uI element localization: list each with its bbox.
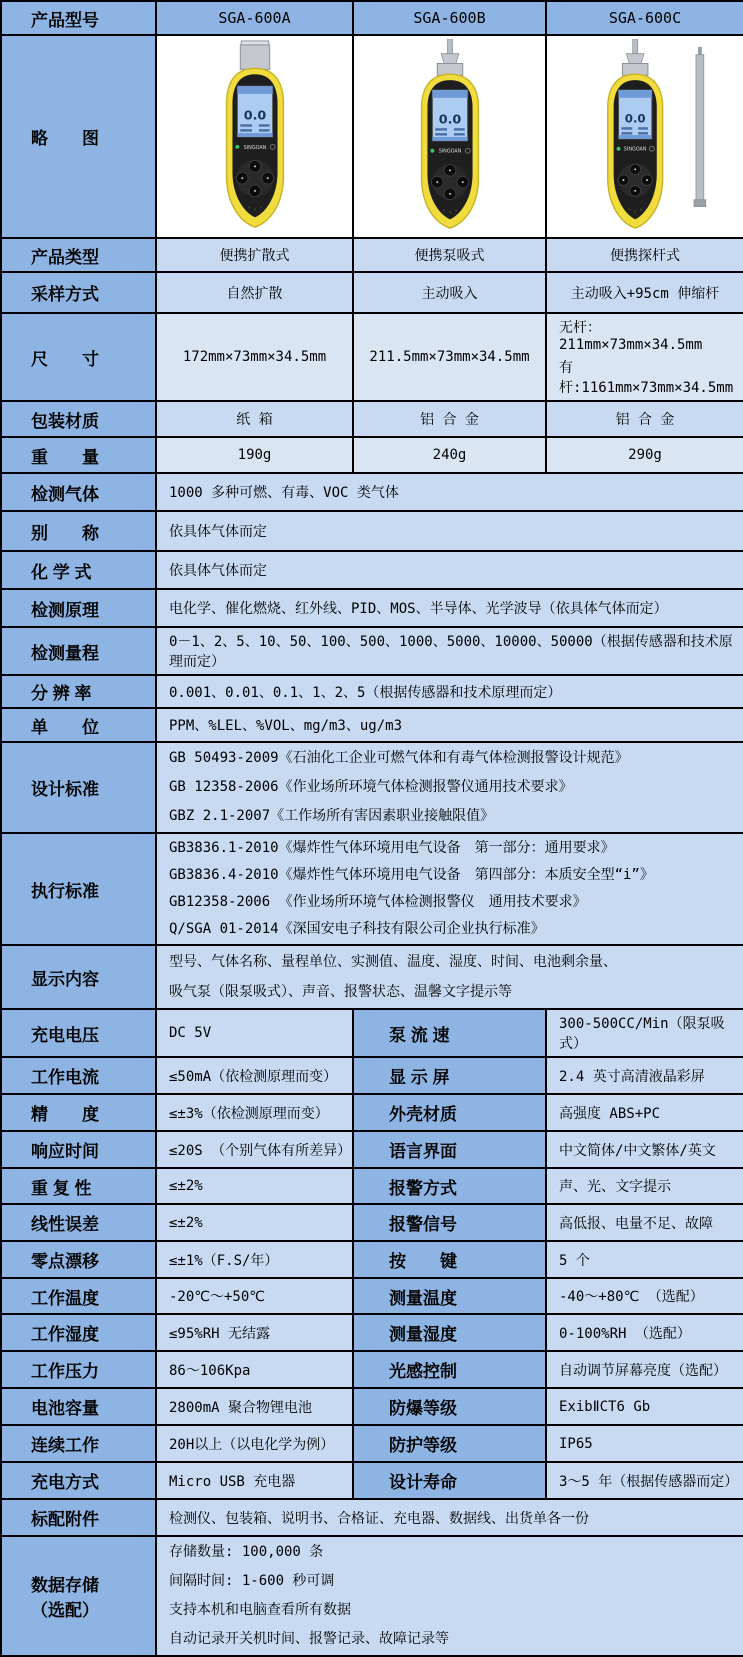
label-explosionproof-grade: 防爆等级 — [353, 1388, 546, 1425]
value-response-time: ≤20S （个别气体有所差异） — [156, 1131, 353, 1168]
row-accuracy-shell — [1, 1094, 743, 1131]
label-accuracy: 精 度 — [1, 1094, 156, 1131]
value-display-content: 型号、气体名称、量程单位、实测值、温度、湿度、时间、电池剩余量、 吸气泵（限泵吸式）、声音、报警状态、温馨文字提示等 — [156, 945, 743, 1009]
photo-cell-a — [156, 35, 353, 238]
value-packaging-c: 铝 合 金 — [546, 401, 743, 437]
value-linearity-error: ≤±2% — [156, 1204, 353, 1241]
label-linearity-error: 线性误差 — [1, 1204, 156, 1241]
value-product-type-c: 便携探杆式 — [546, 238, 743, 272]
row-zero-drift-buttons — [1, 1241, 743, 1278]
portable-pump-detector-icon — [375, 39, 525, 235]
label-battery-capacity: 电池容量 — [1, 1388, 156, 1425]
label-continuous-work: 连续工作 — [1, 1425, 156, 1462]
label-working-current: 工作电流 — [1, 1057, 156, 1094]
label-resolution: 分 辨 率 — [1, 675, 156, 708]
label-executive-standard: 执行标准 — [1, 833, 156, 945]
value-measuring-temperature: -40～+80℃ （选配） — [546, 1278, 743, 1314]
portable-probe-detector-icon — [565, 39, 725, 235]
value-dimensions-a: 172mm×73mm×34.5mm — [156, 313, 353, 401]
row-working-temp-measuring-temp — [1, 1278, 743, 1314]
value-detection-range: 0－1、2、5、10、50、100、500、1000、5000、10000、50000（根据传感器和技术原理而定） — [156, 627, 743, 675]
label-standard-accessories: 标配附件 — [1, 1499, 156, 1536]
value-dimensions-b: 211.5mm×73mm×34.5mm — [353, 313, 546, 401]
value-sampling-a: 自然扩散 — [156, 272, 353, 313]
row-battery-explosionproof — [1, 1388, 743, 1425]
svg-text:SINGOAN: SINGOAN — [243, 144, 266, 151]
value-display-screen: 2.4 英寸高清液晶彩屏 — [546, 1057, 743, 1094]
row-charge-voltage-pump-flow — [1, 1009, 743, 1057]
row-working-current-display — [1, 1057, 743, 1094]
value-working-pressure: 86～106Kpa — [156, 1351, 353, 1388]
value-detected-gas: 1000 多种可燃、有毒、VOC 类气体 — [156, 473, 743, 511]
row-executive-standard — [1, 833, 743, 945]
row-unit — [1, 708, 743, 742]
label-product-type: 产品类型 — [1, 238, 156, 272]
label-chemical-formula: 化 学 式 — [1, 551, 156, 589]
value-alarm-mode: 声、光、文字提示 — [546, 1168, 743, 1204]
label-design-life: 设计寿命 — [353, 1462, 546, 1499]
value-working-humidity: ≤95%RH 无结露 — [156, 1314, 353, 1351]
label-display-content: 显示内容 — [1, 945, 156, 1009]
value-light-control: 自动调节屏幕亮度（选配） — [546, 1351, 743, 1388]
row-linearity-alarm-signal — [1, 1204, 743, 1241]
value-working-current: ≤50mA（依检测原理而变） — [156, 1057, 353, 1094]
label-dimensions: 尺 寸 — [1, 313, 156, 401]
value-buttons: 5 个 — [546, 1241, 743, 1278]
value-product-type-a: 便携扩散式 — [156, 238, 353, 272]
sketch-row — [1, 35, 743, 238]
value-working-temperature: -20℃～+50℃ — [156, 1278, 353, 1314]
value-standard-accessories: 检测仪、包装箱、说明书、合格证、充电器、数据线、出货单各一份 — [156, 1499, 743, 1536]
value-executive-standard: GB3836.1-2010《爆炸性气体环境用电气设备 第一部分：通用要求》 GB3836.4-2010《爆炸性气体环境用电气设备 第四部分：本质安全型“i”》 GB12358-2006 《作业场所环境气体检测报警仪 通用技术要求》 Q/SGA 01-2014《深国安电子科技有限公司企业执行标准》 — [156, 833, 743, 945]
row-dimensions — [1, 313, 743, 401]
label-display-screen: 显 示 屏 — [353, 1057, 546, 1094]
label-alias: 别 称 — [1, 511, 156, 551]
value-accuracy: ≤±3%（依检测原理而变） — [156, 1094, 353, 1131]
row-weight — [1, 437, 743, 473]
label-working-temperature: 工作温度 — [1, 1278, 156, 1314]
row-charging-method-design-life — [1, 1462, 743, 1499]
label-product-model: 产品型号 — [1, 1, 156, 35]
value-pump-flow: 300-500CC/Min（限泵吸式） — [546, 1009, 743, 1057]
value-language-ui: 中文简体/中文繁体/英文 — [546, 1131, 743, 1168]
label-sampling-method: 采样方式 — [1, 272, 156, 313]
value-detection-principle: 电化学、催化燃烧、红外线、PID、MOS、半导体、光学波导（依具体气体而定） — [156, 589, 743, 627]
label-charge-voltage: 充电电压 — [1, 1009, 156, 1057]
value-continuous-work: 20H以上（以电化学为例） — [156, 1425, 353, 1462]
model-c-name: SGA-600C — [546, 1, 743, 35]
row-detection-range — [1, 627, 743, 675]
value-repeatability: ≤±2% — [156, 1168, 353, 1204]
row-display-content — [1, 945, 743, 1009]
value-packaging-a: 纸 箱 — [156, 401, 353, 437]
label-detection-principle: 检测原理 — [1, 589, 156, 627]
label-measuring-temperature: 测量温度 — [353, 1278, 546, 1314]
value-measuring-humidity: 0-100%RH （选配） — [546, 1314, 743, 1351]
value-weight-c: 290g — [546, 437, 743, 473]
value-unit: PPM、%LEL、%VOL、mg/m3、ug/m3 — [156, 708, 743, 742]
label-language-ui: 语言界面 — [353, 1131, 546, 1168]
row-working-humidity-measuring-humidity — [1, 1314, 743, 1351]
svg-text:0.0: 0.0 — [438, 111, 461, 127]
svg-text:SINGOAN: SINGOAN — [438, 148, 461, 155]
label-packaging-material: 包装材质 — [1, 401, 156, 437]
value-battery-capacity: 2800mA 聚合物锂电池 — [156, 1388, 353, 1425]
value-alarm-signal: 高低报、电量不足、故障 — [546, 1204, 743, 1241]
row-continuous-work-protection — [1, 1425, 743, 1462]
row-detected-gas — [1, 473, 743, 511]
value-packaging-b: 铝 合 金 — [353, 401, 546, 437]
svg-text:0.0: 0.0 — [243, 107, 266, 123]
value-charge-voltage: DC 5V — [156, 1009, 353, 1057]
label-protection-grade: 防护等级 — [353, 1425, 546, 1462]
model-b-name: SGA-600B — [353, 1, 546, 35]
label-zero-drift: 零点漂移 — [1, 1241, 156, 1278]
photo-cell-b — [353, 35, 546, 238]
row-response-time-language — [1, 1131, 743, 1168]
row-standard-accessories — [1, 1499, 743, 1536]
row-chemical-formula — [1, 551, 743, 589]
value-data-storage: 存储数量: 100,000 条 间隔时间: 1-600 秒可调 支持本机和电脑查看所有数据 自动记录开关机时间、报警记录、故障记录等 — [156, 1536, 743, 1656]
label-pump-flow: 泵 流 速 — [353, 1009, 546, 1057]
value-protection-grade: IP65 — [546, 1425, 743, 1462]
portable-diffusion-detector-icon — [180, 39, 330, 235]
label-sketch: 略 图 — [1, 35, 156, 238]
label-detection-range: 检测量程 — [1, 627, 156, 675]
label-detected-gas: 检测气体 — [1, 473, 156, 511]
label-unit: 单 位 — [1, 708, 156, 742]
row-product-type — [1, 238, 743, 272]
value-dimensions-c: 无杆：211mm×73mm×34.5mm 有杆:1161mm×73mm×34.5mm — [546, 313, 743, 401]
value-zero-drift: ≤±1%（F.S/年） — [156, 1241, 353, 1278]
label-data-storage: 数据存储 （选配） — [1, 1536, 156, 1656]
value-design-standard: GB 50493-2009《石油化工企业可燃气体和有毒气体检测报警设计规范》 GB 12358-2006《作业场所环境气体检测报警仪通用技术要求》 GBZ 2.1-2007《工作场所有害因素职业接触限值》 — [156, 742, 743, 833]
row-sampling-method — [1, 272, 743, 313]
value-resolution: 0.001、0.01、0.1、1、2、5（根据传感器和技术原理而定） — [156, 675, 743, 708]
row-design-standard — [1, 742, 743, 833]
row-data-storage — [1, 1536, 743, 1656]
value-sampling-c: 主动吸入+95cm 伸缩杆 — [546, 272, 743, 313]
value-charging-method: Micro USB 充电器 — [156, 1462, 353, 1499]
row-working-pressure-light-control — [1, 1351, 743, 1388]
value-shell-material: 高强度 ABS+PC — [546, 1094, 743, 1131]
value-weight-b: 240g — [353, 437, 546, 473]
model-a-name: SGA-600A — [156, 1, 353, 35]
row-alias — [1, 511, 743, 551]
label-working-pressure: 工作压力 — [1, 1351, 156, 1388]
label-shell-material: 外壳材质 — [353, 1094, 546, 1131]
value-explosionproof-grade: ExibⅡCT6 Gb — [546, 1388, 743, 1425]
value-chemical-formula: 依具体气体而定 — [156, 551, 743, 589]
label-charging-method: 充电方式 — [1, 1462, 156, 1499]
label-alarm-mode: 报警方式 — [353, 1168, 546, 1204]
svg-text:SINGOAN: SINGOAN — [623, 146, 647, 153]
label-light-control: 光感控制 — [353, 1351, 546, 1388]
value-alias: 依具体气体而定 — [156, 511, 743, 551]
value-product-type-b: 便携泵吸式 — [353, 238, 546, 272]
label-working-humidity: 工作湿度 — [1, 1314, 156, 1351]
value-design-life: 3～5 年（根据传感器而定） — [546, 1462, 743, 1499]
row-resolution — [1, 675, 743, 708]
row-detection-principle — [1, 589, 743, 627]
label-measuring-humidity: 测量湿度 — [353, 1314, 546, 1351]
label-response-time: 响应时间 — [1, 1131, 156, 1168]
value-weight-a: 190g — [156, 437, 353, 473]
label-design-standard: 设计标准 — [1, 742, 156, 833]
label-repeatability: 重 复 性 — [1, 1168, 156, 1204]
label-alarm-signal: 报警信号 — [353, 1204, 546, 1241]
row-repeatability-alarm-mode — [1, 1168, 743, 1204]
photo-cell-c — [546, 35, 743, 238]
value-sampling-b: 主动吸入 — [353, 272, 546, 313]
header-row — [1, 1, 743, 35]
svg-text:0.0: 0.0 — [624, 110, 646, 125]
row-packaging-material — [1, 401, 743, 437]
label-weight: 重 量 — [1, 437, 156, 473]
label-buttons: 按 键 — [353, 1241, 546, 1278]
